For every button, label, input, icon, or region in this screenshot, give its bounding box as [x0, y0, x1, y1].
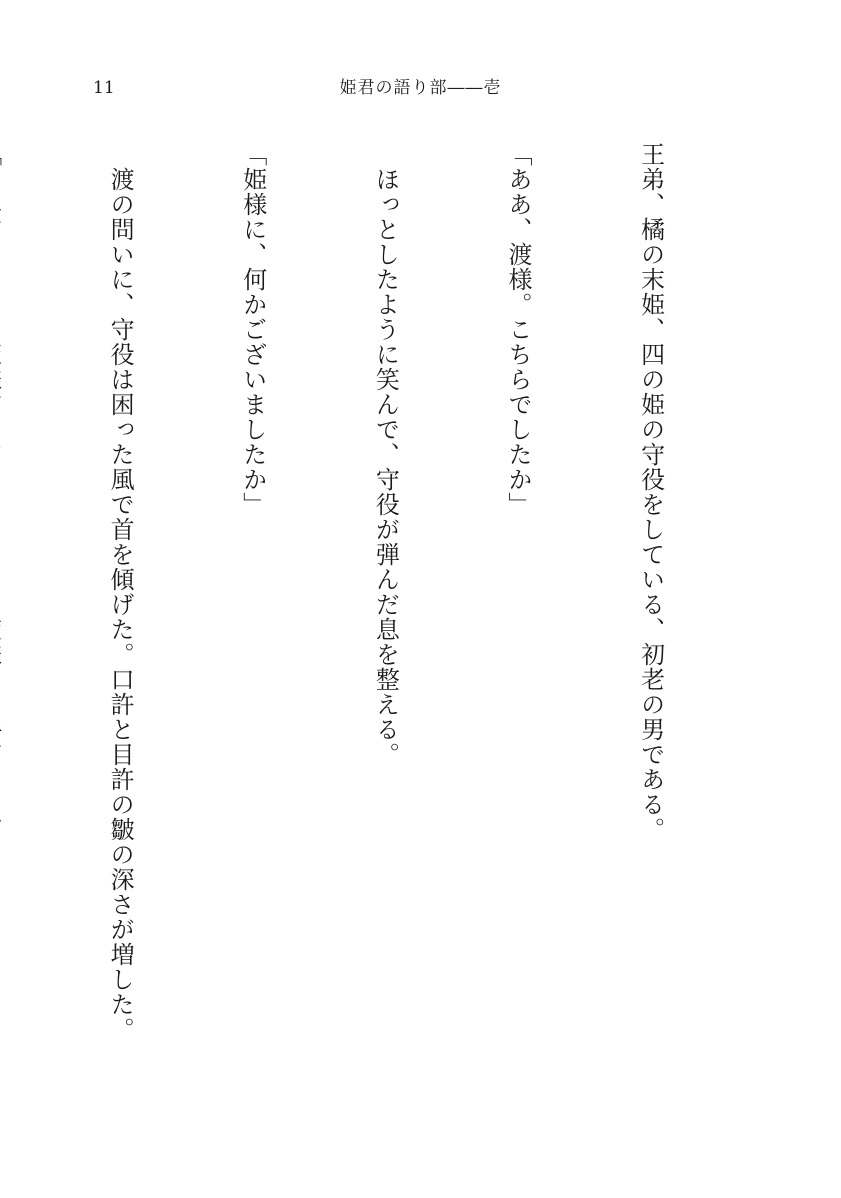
- text-line: ほっとしたように笑んで、守役が弾んだ息を整える。: [371, 142, 400, 767]
- text-line: 「ああ、渡様。こちらでしたか」: [503, 142, 532, 517]
- running-title: 姫君の語り部――壱: [339, 78, 502, 98]
- text-line: 「姫様に、何かございましたか」: [238, 142, 267, 517]
- text-line: 王弟、橘の末姫、四の姫の守役をしている、初老の男である。: [636, 142, 665, 842]
- page-number: 11: [93, 78, 115, 98]
- body-text: [61, 142, 761, 1142]
- text-line: [0, 142, 10, 1142]
- text-line: 渡の問いに、守役は困った風で首を傾げた。口許と目許の皺の深さが増した。: [106, 142, 135, 1042]
